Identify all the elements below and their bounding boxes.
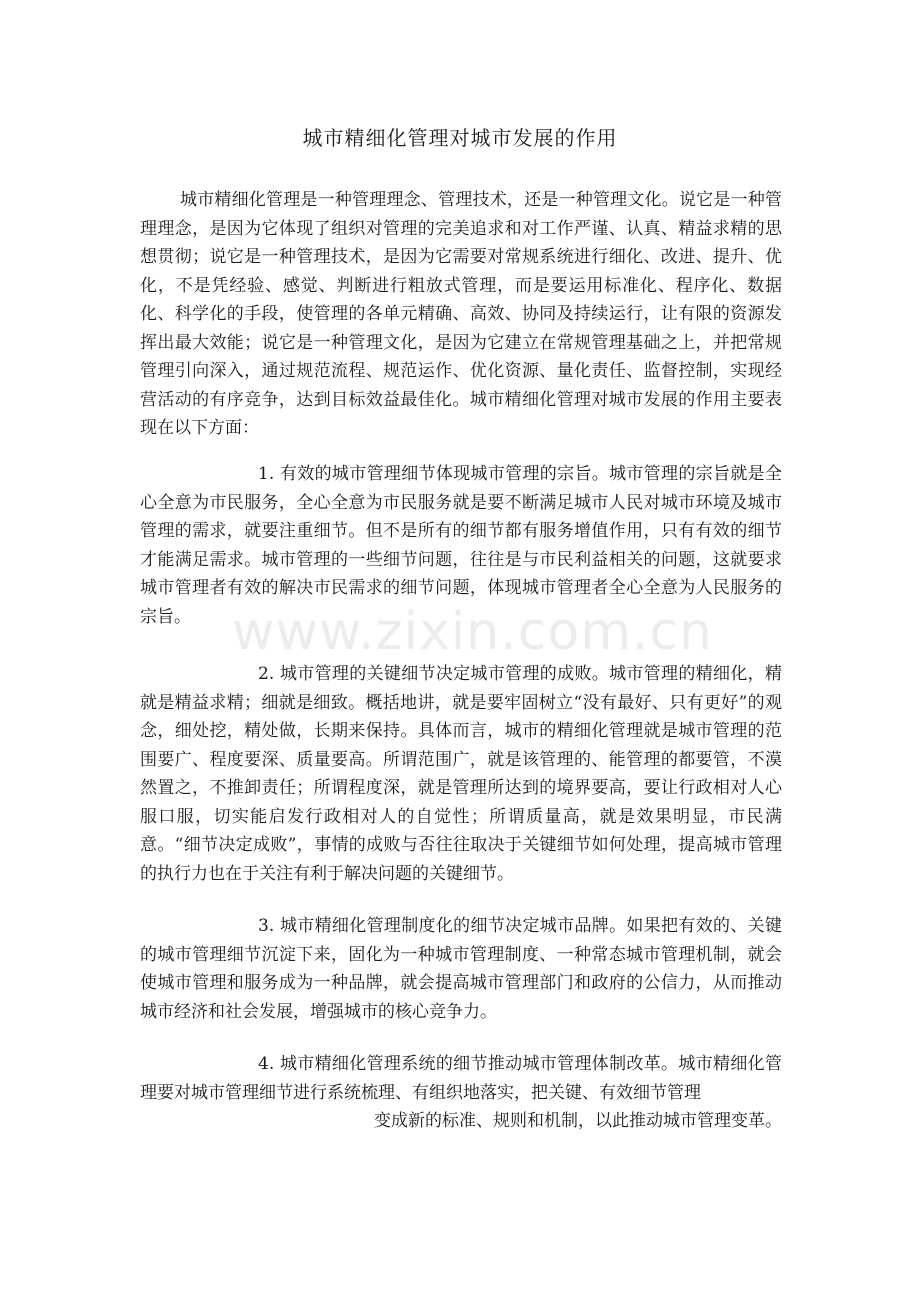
watermark: www.zixin.com.cn (232, 602, 713, 662)
document-title: 城市精细化管理对城市发展的作用 (302, 126, 618, 150)
point-3-paragraph: 3. 城市精细化管理制度化的细节决定城市品牌。如果把有效的、关键的城市管理细节沉淀下来，固化为一种城市管理制度、一种常态城市管理机制，就会使城市管理和服务成为一种品牌，就会提高城市管理部门和政府的公信力，从而推动城市经济和社会发展，增强城市的核心竞争力。 (140, 916, 782, 1022)
point-2-paragraph: 2. 城市管理的关键细节决定城市管理的成败。城市管理的精细化，精就是精益求精；细就是细致。概括地讲，就是要牢固树立“没有最好、只有更好”的观念，细处挖，精处做，长期来保持。具体而言，城市的精细化管理就是城市管理的范围要广、程度要深、质量要高。所谓范围广，就是该管理的、能管理的都要管，不漠然置之，不推卸责任；所谓程度深，就是管理所达到的境界要高，要让行政相对人心服口服，切实能启发行政相对人的自觉性；所谓质量高，就是效果明显，市民满意。“细节决定成败”，事情的成败与否往往取决于关键细节如何处理，提高城市管理的执行力也在于关注有利于解决问题的关键细节。 (140, 664, 782, 884)
point-4-paragraph (140, 1050, 782, 1136)
intro-paragraph: 城市精细化管理是一种管理理念、管理技术，还是一种管理文化。说它是一种管理理念，是因为它体现了组织对管理的完美追求和对工作严谨、认真、精益求精的思想贯彻；说它是一种管理技术，是因为它需要对常规系统进行细化、改进、提升、优化，不是凭经验、感觉、判断进行粗放式管理，而是要运用标准化、程序化、数据化、科学化的手段，使管理的各单元精确、高效、协同及持续运行，让有限的资源发挥出最大效能；说它是一种管理文化，是因为它建立在常规管理基础之上，并把常规管理引向深入，通过规范流程、规范运作、优化资源、量化责任、监督控制，实现经营活动的有序竞争，达到目标效益最佳化。城市精细化管理对城市发展的作用主要表现在以下方面： (140, 190, 782, 438)
point-4-text: 4. 城市精细化管理系统的细节推动城市管理体制改革。城市精细化管理要对城市管理细节进行系统梳理、有组织地落实，把关键、有效细节管理 (140, 1054, 782, 1103)
point-4-last-line: 变成新的标准、规则和机制，以此推动城市管理变革。 (374, 1111, 782, 1131)
point-1-paragraph: 1. 有效的城市管理细节体现城市管理的宗旨。城市管理的宗旨就是全心全意为市民服务，全心全意为市民服务就是要不断满足城市人民对城市环境及城市管理的需求，就要注重细节。但不是所有的细节都有服务增值作用，只有有效的细节才能满足需求。城市管理的一些细节问题，往往是与市民利益相关的问题，这就要求城市管理者有效的解决市民需求的细节问题，体现城市管理者全心全意为人民服务的宗旨。 (140, 464, 782, 627)
